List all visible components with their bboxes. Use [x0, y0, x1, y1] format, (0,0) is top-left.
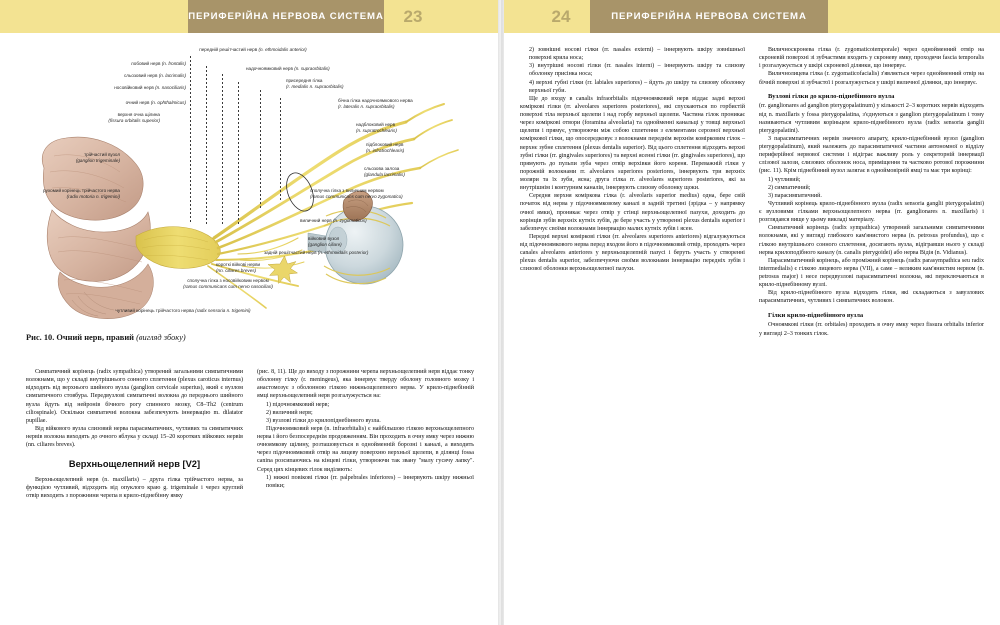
band-left-b: [442, 0, 498, 33]
list-item: 1) нижні повікові гілки (rr. palpebrales inferiores) – іннервують шкіру нижньої повіки;: [266, 474, 474, 489]
paragraph: Підочноямковий нерв (n. infraorbitalis) є найбільшою гілкою верхньощелепного нерва і його безпосереднім продовженням. Він проходить в очну ямку через нижню очноямкову щілину, розташовується в однойменній борозні і каналі, а виходить через підочноямковий отвір на лицеву поверхню верхньої щелепи, в ділянці fossa canina розсипаючись на кінцеві гілки, утворюючи так звану "малу гусячу лапку". Серед цих кінцевих гілок виділяють:: [257, 425, 474, 473]
band-left-a: [0, 0, 188, 33]
figure-label-ganglion-trigeminale: трійчастий вузол (ganglion trigeminale): [75, 152, 120, 163]
paragraph: Парасимпатичний корінець, або проміжний корінець (radix parasympathica seu radix intermedialis) є гілкою лицевого нерва (VII), а саме – великим кам'янистим нервом (n. petrosus major) і несе передвузлові парасимпатичні волокна, які переключаються в крило-піднебінному вузлі.: [759, 257, 984, 289]
figure-label-ramus-medialis: присередня гілка (r. medialis n. supraorbitalis): [286, 78, 344, 89]
list-item: 3) парасимпатичний.: [768, 192, 822, 199]
paragraph: Середня верхня коміркова гілка (r. alveolaris superior medius) одна, бере свій початок від нерва у підочноямковому каналі в задній третині (зрідка – у напрямку очної ямки), проникає через отвір у стінці верхньощелепної пазухи, доходить до корінців зубів верхніх кутніх зубів, де бере участь у утворенні plexus dentalis superior і забезпечує своїми волокнами іннервацію малих кутніх зубів і ясен.: [520, 193, 745, 232]
figure-label-frontalis: лобовий нерв (n. frontalis): [131, 61, 186, 66]
leader-line: [280, 98, 281, 202]
leader-line: [190, 56, 191, 224]
section-heading-maxillary-nerve: Верхньощелепний нерв [V2]: [68, 459, 201, 470]
figure-label-supraorbitalis: надочноямковий нерв (n. supraorbitalis): [246, 66, 330, 71]
right-page-section-title: ПЕРИФЕРІЙНА НЕРВОВА СИСТЕМА: [590, 0, 828, 33]
figure-label-radix-motoria: рухомий корінець трійчастого нерва (radix motoria n. trigemini): [43, 188, 120, 199]
paragraph: Виличноскронева гілка (r. zygomaticotemporale) через однойменний отвір на скроневій поверхні зі зубчастими входить у скроневу ямку, проходячи fascia temporalis і розгалужується у шкірі скроневої ділянки, що іннервує.: [759, 47, 984, 70]
paragraph: З парасимпатичних нервів значного апарату, крило-піднебінний вузол (ganglion pterygopalatinum), який належить до парасимпатичної частини автономної о відділу периферійної нервової системи і відіграє важливу роль у секреторній іннервації слізової залози, слизових оболонок носа, приміщення та частково ротової порожнини (рис. 11). Крім піднебінний вузол залягає в одноймовірній ямці та має три корінці:: [759, 135, 984, 175]
figure-label-infratrochlearis: підблоковий нерв (n. infratrochlearis): [366, 142, 405, 153]
figure-label-radix-sensoria: чутливий корінець трійчастого нерва (radix sensoria n. trigemini): [115, 308, 251, 313]
paragraph: Очноямкові гілки (rr. orbitales) проходять в очну ямку через fissura orbitalis inferior у вигляді 2–3 тонких гілок.: [759, 322, 984, 337]
figure-caption: Рис. 10. Очний нерв, правий (вигляд збоку): [26, 333, 186, 342]
list-item: 2) симпатичний;: [768, 184, 811, 191]
right-page-column-2: [759, 46, 984, 338]
figure-label-zygomaticus: виличний нерв (n. zygomaticus): [300, 218, 367, 223]
figure-label-ramus-communicans-nasociliaris: сполучна гілка з носовійковим нервом (ramus communicans cum nervo nasociliari): [183, 278, 273, 289]
figure-label-ganglion-ciliare: війковий вузол (ganglion ciliare): [308, 236, 342, 247]
paragraph: Симпатичний корінець (radix sympathica) утворений загальними симпатичними волокнами, що у складі внутрішнього сонного сплетення (plexus caroticus internus) відходять від верхнього шийного вузла (ganglion cervicale superius), який є вузлом симпатичного стовбура. Передвузлові симпатичні волокна до переднього шийного вузла йдуть від нейронів бічного рогу спинного мозку, C8–Th2 (centrum ciliospinale). Оскільки симпатичні волокна забезпечують іннервацію m. dilatator pupillae.: [26, 369, 243, 424]
left-page: [0, 0, 498, 625]
paragraph: Верхньощелепний нерв (n. maxillaris) – друга гілка трійчастого нерва, за функцією чутливий, відходить від опуклого краю g. trigeminale і через круглий отвір виходить з порожнини черепа в крило-піднебінну ямку: [26, 476, 243, 499]
figure-label-glandula-lacrimalis: сльозова залоза (glandula lacrimalis): [364, 166, 405, 177]
list-item: 2) виличний нерв;: [266, 409, 313, 416]
figure-label-ciliares-breves: короткі війкові нерви (nn. ciliares breves): [216, 262, 261, 273]
list-item: 3) вузлові гілки до крилопіднебінного вузла.: [266, 417, 381, 424]
leader-line: [238, 82, 239, 224]
left-page-column-1: [26, 368, 243, 500]
list-item: 2) зовнішні носові гілки (rr. nasales externi) – іннервують шкіру зовнішньої поверхні крила носа;: [529, 47, 745, 62]
right-page: [504, 0, 1000, 625]
list-item: 3) внутрішні носові гілки (rr. nasales interni) – іннервують шкіру та слизову оболонку присінка носа;: [529, 63, 745, 78]
list-item: 1) чутливий;: [768, 176, 801, 183]
band-right-a: [504, 0, 532, 33]
figure-ocular-nerve: [8, 40, 490, 330]
paragraph: Ще до входу в canalis infraorbitalis підочноямковий нерв віддає задні верхні коміркові гілки (rr. alveolares superiores posteriores), які спускаються по горбистій поверхні тіла верхньої щелепи і над горбу верхньої щелепи. Частина гілок проникає через коміркові отвори (foramina alveolaria) та однойменні канальці у товщі верхньої щелепи і прямує, утворюючи між собою сплетення з елементами серозної верхньої коміркової гілки, що опосередковує з волокнами переднім верхнім комірковим гілок – верхнє зубне сплетення (plexus dentalis superior). Від цього сплетення відходять верхні зубні гілки (rr. gingivales superiores) та верхні ясенні гілки (rr. gingivales superiores), що прямують до пульпи зуба через отвір верхівки його кореня. Переважній гілки у порожній волокнами rr. alveolares superiores posteriores, іннервують три верхніх моляри та їх зуби, ясна; друга гілка rr. alveolares superiores posteriores, які за внутрішнім і контурним каналів, іннервують слизову оболонку щоки.: [520, 95, 745, 192]
left-page-columns: [26, 368, 474, 500]
paragraph: Передні верхні коміркові гілки (rr. alveolares superiores anteriores) відгалужуються від підочноямкового нерва перед входом його в підочноямковий отвір, проходять через canales alveolares anteriores у верхньощелепній пазусі і беруть участь у створенні plexus dentalis superior, забезпечуючи своїми волокнами іннервацію передніх зубів і слизової оболонки верхньощелепної пазухи.: [520, 233, 745, 273]
right-page-columns: [520, 46, 984, 338]
paragraph: Виличнолицева гілка (r. zygomaticofacialis) з'являється через однойменний отвір на бічній поверхні зі зубчастої і розгалужується у шкірі виличної ділянки, що іннервує.: [759, 71, 984, 86]
right-page-column-1: [520, 46, 745, 338]
figure-label-ramus-lateralis: бічна гілка надочноямкового нерва (r. lateralis n. supraorbitalis): [338, 98, 413, 109]
figure-label-ophthalmicus: очний нерв (n. ophthalmicus): [125, 100, 186, 105]
trigeminal-ganglion: [136, 227, 220, 269]
leader-line: [222, 74, 223, 226]
leader-line: [206, 66, 207, 226]
figure-label-lacrimalis: сльозовий нерв (n. lacrimalis): [123, 73, 186, 78]
band-right-b: [828, 0, 1000, 33]
list-item: 4) верхні губні гілки (rr. labiales superiores) – йдуть до шкіру та слизову оболонку верхньої губи.: [529, 79, 745, 94]
figure-label-ramus-communicans-zygomaticus: сполучна гілка з виличним нервом (ramus communicans cum nervo zygomatico): [310, 188, 403, 199]
figure-label-ethmoidalis-anterior: передній решітчастий нерв (n. ethmoidalis anterior): [199, 47, 307, 52]
heading-pterygopalatine-branches: Гілки крило-піднебінного вузла: [768, 311, 864, 319]
right-page-folio: 24: [532, 0, 590, 33]
figure-label-supratrochlearis: надблоковий нерв (n. supratrochlearis): [356, 122, 397, 133]
paragraph: (рис. 8, 11). Ще до виходу з порожнини черепа верхньощелепний нерв віддає тонку оболонну гілку (r. meningeus), яка іннервує тверду оболону головного мозку і анастомозує з оболонною гілкою нижньощелепного нерва. У крило-піднебінній ямці верхньощелепний нерв розгалужується на:: [257, 369, 474, 400]
paragraph: (rr. ganglionares ad ganglion pterygopalatinum) у кількості 2–3 коротких нервів відходять від n. maxillaris у fossa pterygopalatina, з'єднуються з ganglion pterygopalatinum і тому називаються чутливим коріньцем крило-піднебінного вузла (radix sensoria ganglii pterygopalatini).: [759, 103, 984, 134]
leader-line: [260, 90, 261, 210]
list-item: 1) підочноямковий нерв;: [266, 401, 330, 408]
figure-label-ethmoidalis-posterior: задній решітчастий нерв (n. ethmoidalis posterior): [264, 250, 369, 255]
paragraph: Від крило-піднебінного вузла відходять гілки, які складаються з завузлових парасимпатичних, чутливих і симпатичних волокон.: [759, 290, 984, 305]
left-page-column-2: [257, 368, 474, 500]
left-page-folio: 23: [384, 0, 442, 33]
right-page-running-head: [504, 0, 1000, 33]
left-page-running-head: [0, 0, 498, 33]
heading-ganglionic-branches: Вузлові гілки до крило-піднебінного вузла: [768, 92, 895, 100]
brainstem-illustration: [42, 137, 153, 319]
paragraph: Симпатичний корінець (radix sympathica) утворений загальними симпатичними волокнами, які у вигляді глибокого кам'янистого нерва (n. petrosus profundus), що є гілкою внутрішнього сонного сплетення, досягають вузла, відігравши нього у складі нерва крилоподібного каналу (n. canalis pterygoidei) або нерва Відія (n. Vidianus).: [759, 225, 984, 256]
figure-label-fissura-orbitalis-superior: верхня очна щілина (fissura orbitalis superior): [108, 112, 160, 123]
paragraph: Чутливий корінець крило-піднебінного вузла (radix sensoria ganglii pterygopalatini) є вузловими гілками верхньощелепного нерва (rr. ganglionares n. maxillaris) і розглядався вище у цьому викладі матеріалу.: [759, 200, 984, 224]
paragraph: Від війкового вузла слизовий нерва парасиматичних, чутливих та симпатичних нервів волокна виходять до очного яблука у складі 15–20 коротких війкових нервів (nn. ciliares breves).: [26, 425, 243, 449]
left-page-section-title: ПЕРИФЕРІЙНА НЕРВОВА СИСТЕМА: [188, 0, 384, 33]
figure-label-nasociliaris: носовійковий нерв (n. nasociliaris): [114, 85, 186, 90]
